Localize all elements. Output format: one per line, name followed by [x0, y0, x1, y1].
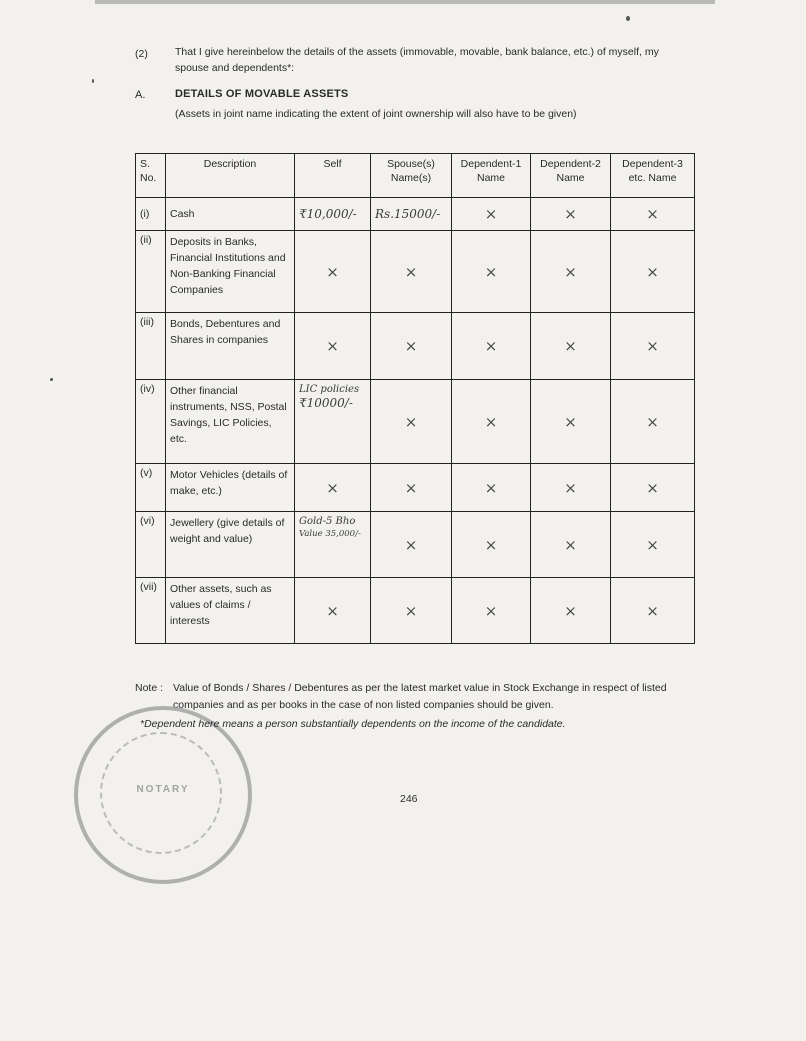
self-value: Gold-5 Bho Value 35,000/- [295, 512, 371, 578]
cross-mark: × [452, 313, 531, 380]
cross-mark: × [371, 313, 452, 380]
paragraph-text: That I give hereinbelow the details of the assets (immovable, movable, bank balance, etc.) of myself, my spouse and dependents*: [175, 46, 659, 74]
row-number: (iv) [136, 380, 166, 464]
table-row [136, 512, 695, 578]
table-row [136, 380, 695, 464]
cross-mark: × [295, 578, 371, 644]
paragraph-number: (2) [135, 48, 148, 60]
self-value: LIC policies ₹10000/- [295, 380, 371, 464]
row-number: (v) [136, 464, 166, 512]
cross-mark: × [295, 313, 371, 380]
cross-mark: × [531, 512, 611, 578]
row-description: Other assets, such as values of claims / interests [166, 578, 295, 644]
row-description: Cash [166, 198, 295, 231]
table-row [136, 578, 695, 644]
cross-mark: × [452, 380, 531, 464]
footnote: *Dependent here means a person substantially dependents on the income of the candidate. [140, 718, 566, 730]
row-number: (i) [136, 198, 166, 231]
cross-mark: × [452, 231, 531, 313]
cross-mark: × [611, 512, 695, 578]
row-description: Deposits in Banks, Financial Institutions and Non-Banking Financial Companies [166, 231, 295, 313]
table-row [136, 198, 695, 231]
cross-mark: × [295, 464, 371, 512]
cross-mark: × [611, 231, 695, 313]
row-description: Other financial instruments, NSS, Postal Savings, LIC Policies, etc. [166, 380, 295, 464]
table-row [136, 464, 695, 512]
cross-mark: × [531, 198, 611, 231]
header-spouse: Spouse(s) Name(s) [371, 154, 452, 198]
row-description: Motor Vehicles (details of make, etc.) [166, 464, 295, 512]
page-number: 246 [400, 793, 418, 805]
cross-mark: × [531, 313, 611, 380]
notary-stamp [74, 706, 252, 884]
scan-speck [626, 16, 630, 21]
cross-mark: × [531, 231, 611, 313]
spouse-value: Rs.15000/- [371, 198, 452, 231]
header-description: Description [166, 154, 295, 198]
header-sno: S. No. [136, 154, 166, 198]
cross-mark: × [371, 380, 452, 464]
table-header-row [136, 154, 695, 198]
cross-mark: × [452, 198, 531, 231]
row-number: (vi) [136, 512, 166, 578]
cross-mark: × [371, 464, 452, 512]
header-dependent-3: Dependent-3 etc. Name [611, 154, 695, 198]
row-number: (ii) [136, 231, 166, 313]
cross-mark: × [452, 512, 531, 578]
cross-mark: × [611, 198, 695, 231]
table-row [136, 231, 695, 313]
header-dependent-1: Dependent-1 Name [452, 154, 531, 198]
self-value: ₹10,000/- [295, 198, 371, 231]
row-number: (iii) [136, 313, 166, 380]
scan-speck [92, 79, 94, 83]
scan-speck [50, 378, 53, 381]
row-description: Jewellery (give details of weight and value) [166, 512, 295, 578]
cross-mark: × [452, 578, 531, 644]
cross-mark: × [531, 578, 611, 644]
section-note: (Assets in joint name indicating the extent of joint ownership will also have to be given) [175, 108, 577, 120]
row-description: Bonds, Debentures and Shares in companies [166, 313, 295, 380]
section-title: DETAILS OF MOVABLE ASSETS [175, 88, 349, 100]
cross-mark: × [531, 464, 611, 512]
cross-mark: × [611, 380, 695, 464]
movable-assets-table [135, 153, 695, 644]
header-dependent-2: Dependent-2 Name [531, 154, 611, 198]
cross-mark: × [611, 313, 695, 380]
cross-mark: × [531, 380, 611, 464]
cross-mark: × [611, 578, 695, 644]
header-self: Self [295, 154, 371, 198]
cross-mark: × [452, 464, 531, 512]
cross-mark: × [295, 231, 371, 313]
stamp-text: NOTARY [136, 784, 190, 795]
table-row [136, 313, 695, 380]
cross-mark: × [371, 231, 452, 313]
note-text: Value of Bonds / Shares / Debentures as per the latest market value in Stock Exchange in respect of listed companies and as per books in the case of non listed companies should be given. [173, 682, 667, 711]
cross-mark: × [371, 512, 452, 578]
cross-mark: × [371, 578, 452, 644]
row-number: (vii) [136, 578, 166, 644]
note-label: Note : [135, 682, 164, 694]
scan-top-edge [95, 0, 715, 4]
section-letter: A. [135, 89, 146, 101]
cross-mark: × [611, 464, 695, 512]
